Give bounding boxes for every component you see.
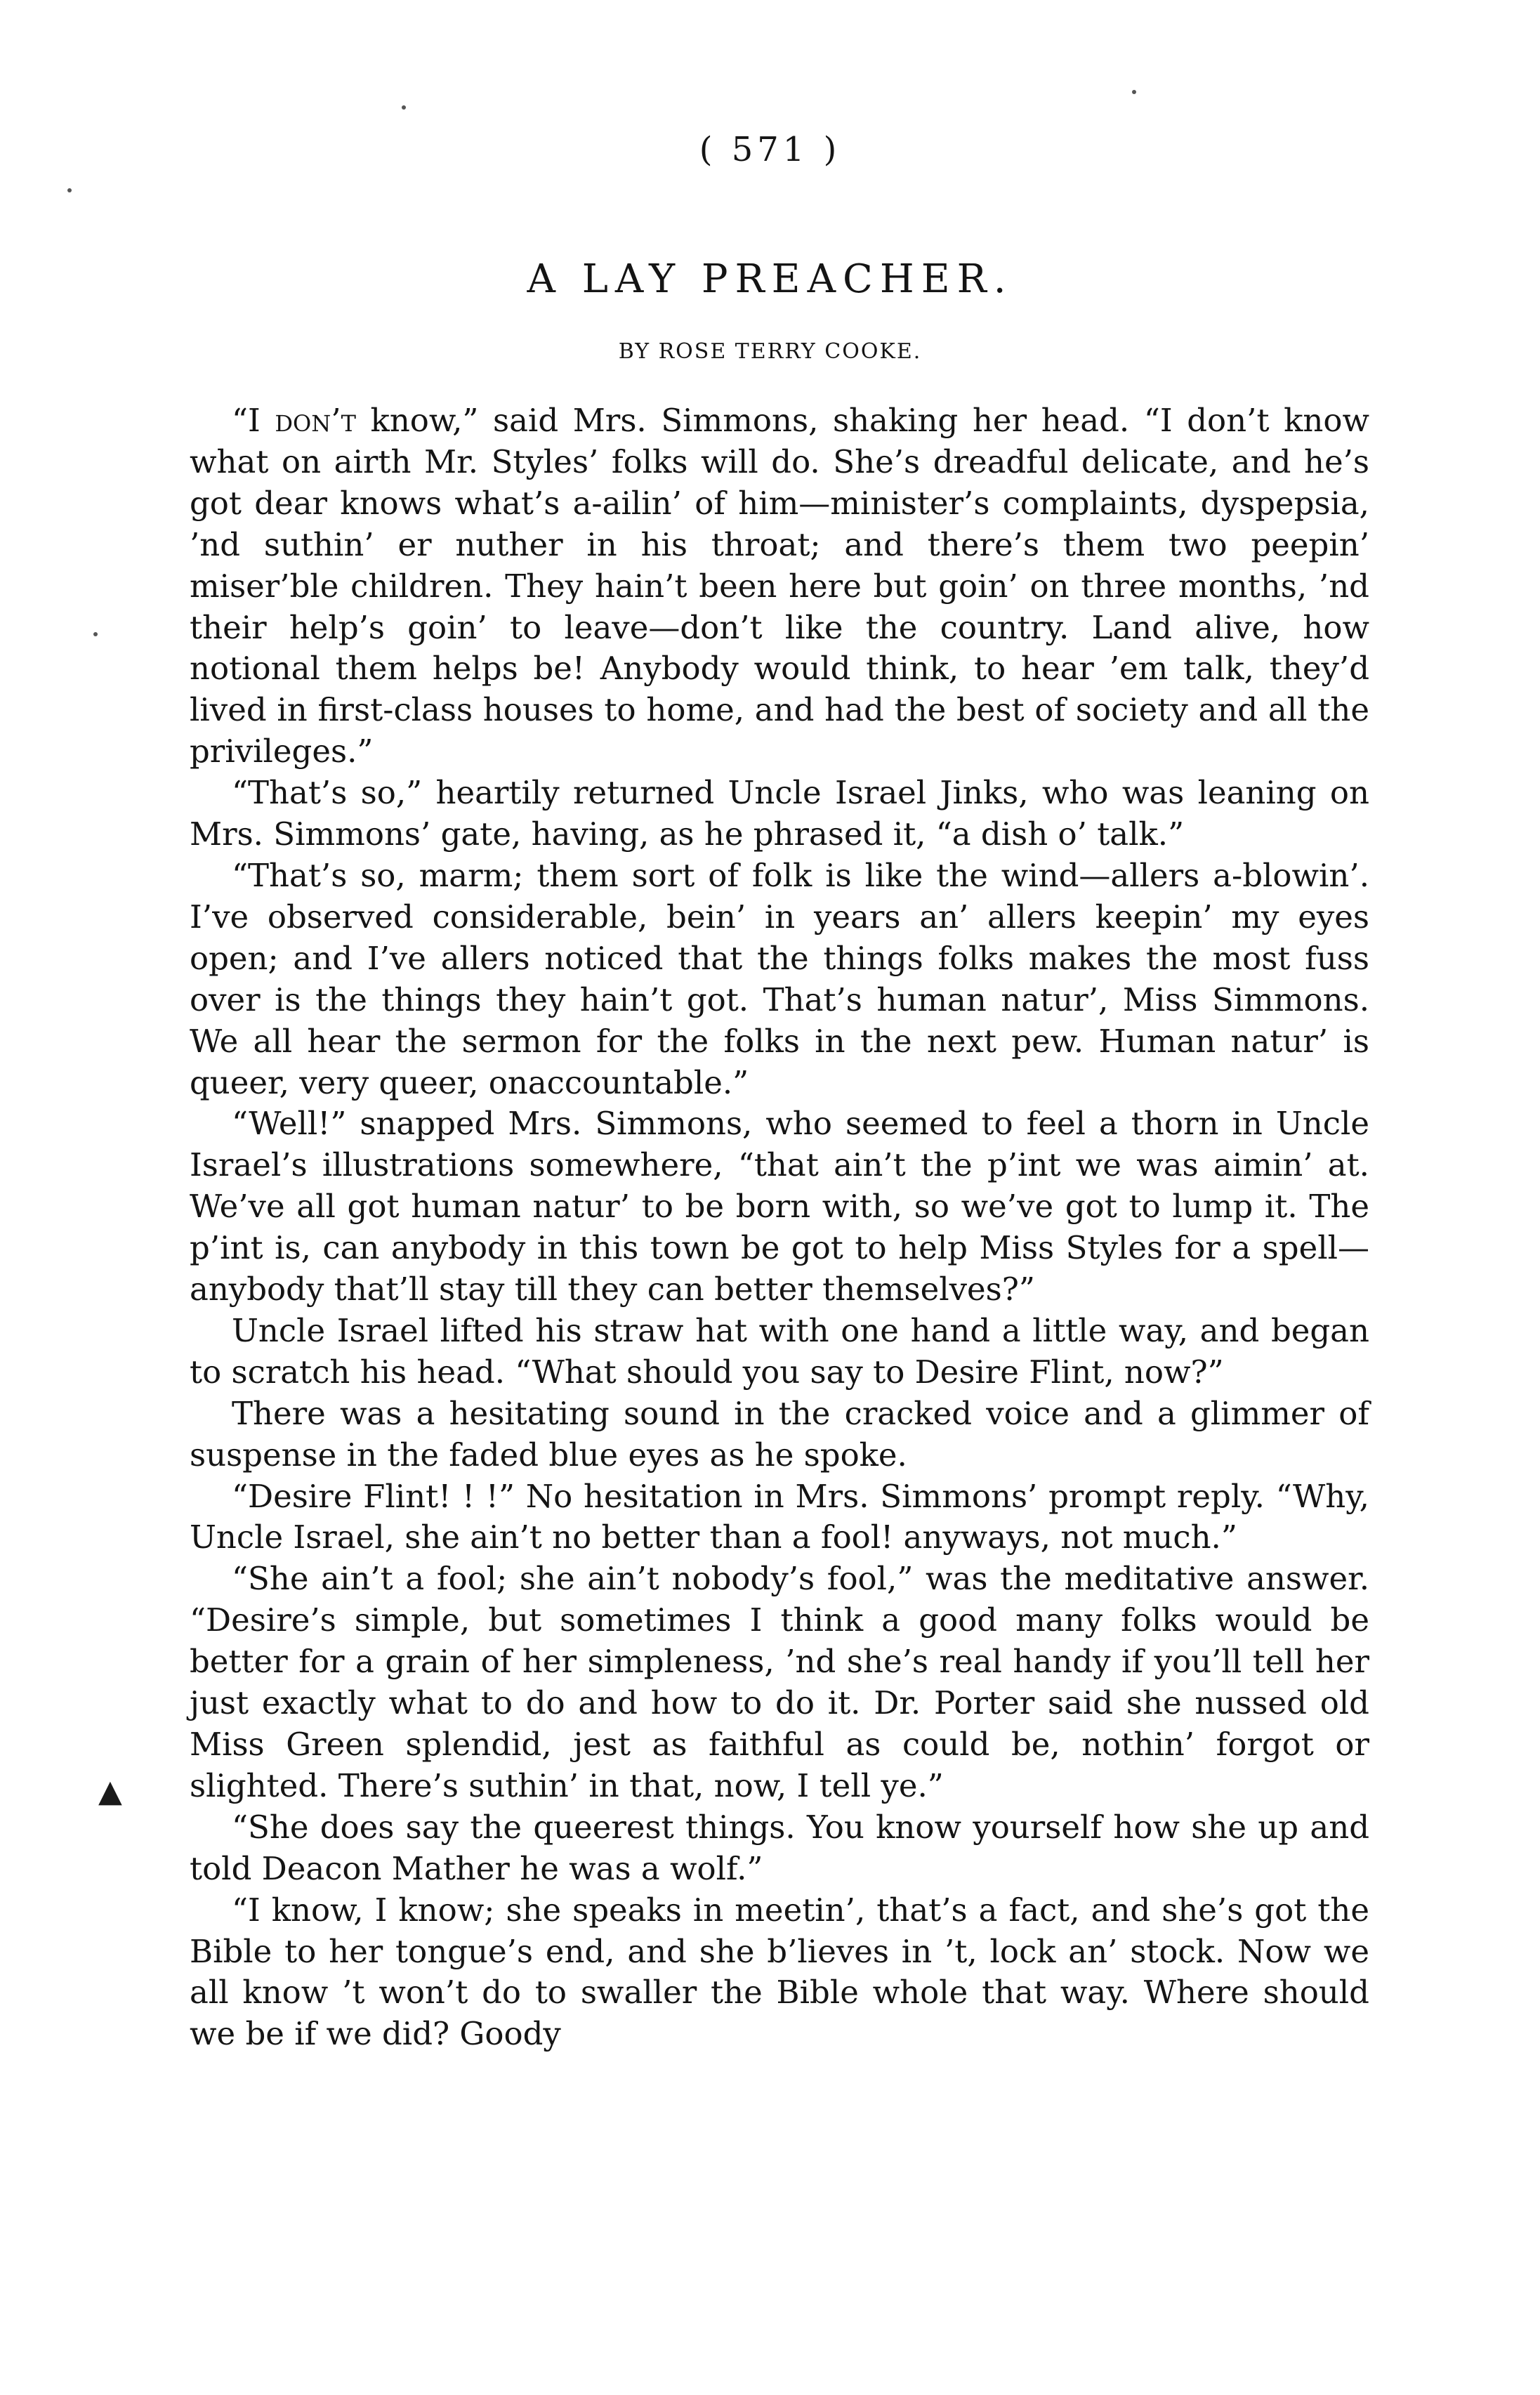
margin-speck-icon (67, 188, 72, 192)
paragraph (190, 773, 1369, 855)
paragraph-text: Uncle Israel lifted his straw hat with one hand a little way, and began to scratch his head. “What should you say to Desire Flint, now?” (190, 1311, 1369, 1391)
paragraph-text: “Well!” snapped Mrs. Simmons, who seemed to feel a thorn in Uncle Israel’s illustrations somewhere, “that ain’t the p’int we was aimin’ at. We’ve all got human natur’ to be born with, so we’ve got to lump it. The p’int is, can anybody in this town be got to help Miss Styles for a spell—anybody that’ll stay till they can better themselves?” (190, 1105, 1369, 1308)
margin-speck-icon (1132, 90, 1136, 94)
article-byline: BY ROSE TERRY COOKE. (618, 339, 922, 364)
margin-arrow-mark-icon: ▲ (98, 1773, 122, 1809)
article-body (190, 400, 1369, 2055)
paragraph (190, 1393, 1369, 1476)
paragraph-lead: “I don’t (232, 402, 356, 439)
paragraph (190, 1103, 1369, 1311)
margin-speck-icon (93, 632, 98, 636)
paragraph-text: “I know, I know; she speaks in meetin’, that’s a fact, and she’s got the Bible to her tongue’s end, and she b’lieves in ’t, lock an’ stock. Now we all know ’t won’t do to swaller the Bible whole that way. Where should we be if we did? Goody (190, 1891, 1369, 2053)
paragraph (190, 1807, 1369, 1890)
paragraph-text: “That’s so, marm; them sort of folk is like the wind—allers a-blowin’. I’ve observed considerable, bein’ in years an’ allers keepin’ my eyes open; and I’ve allers noticed that the things folks makes the most fuss over is the things they hain’t got. That’s human natur’, Miss Simmons. We all hear the sermon for the folks in the next pew. Human natur’ is queer, very queer, onaccountable.” (190, 856, 1369, 1101)
paragraph (190, 855, 1369, 1103)
margin-speck-icon (402, 105, 406, 110)
article-title: A LAY PREACHER. (527, 256, 1013, 302)
paragraph-text: know,” said Mrs. Simmons, shaking her head. “I don’t know what on airth Mr. Styles’ folks will do. She’s dreadful delicate, and he’s got dear knows what’s a-ailin’ of him—minister’s complaints, dyspepsia, ’nd suthin’ er nuther in his throat; and there’s them two peepin’ miser’ble children. They hain’t been here but goin’ on three months, ’nd their help’s goin’ to leave—don’t like the country. Land alive, how notional them helps be! Anybody would think, to hear ’em talk, they’d lived in first-class houses to home, and had the best of society and all the privileges.” (190, 402, 1369, 770)
page-number: ( 571 ) (699, 130, 841, 169)
paragraph (190, 1311, 1369, 1393)
paragraph (190, 1890, 1369, 2056)
paragraph (190, 1559, 1369, 1806)
paragraph (190, 1476, 1369, 1559)
paragraph (190, 400, 1369, 773)
paragraph-text: There was a hesitating sound in the cracked voice and a glimmer of suspense in the faded blue eyes as he spoke. (190, 1394, 1369, 1474)
paragraph-text: “She does say the queerest things. You know yourself how she up and told Deacon Mather he was a wolf.” (190, 1808, 1369, 1887)
paragraph-text: “Desire Flint! ! !” No hesitation in Mrs. Simmons’ prompt reply. “Why, Uncle Israel, she ain’t no better than a fool! anyways, not much.” (190, 1477, 1369, 1556)
paragraph-text: “That’s so,” heartily returned Uncle Israel Jinks, who was leaning on Mrs. Simmons’ gate, having, as he phrased it, “a dish o’ talk.” (190, 774, 1369, 853)
paragraph-text: “She ain’t a fool; she ain’t nobody’s fool,” was the meditative answer. “Desire’s simple, but sometimes I think a good many folks would be better for a grain of her simpleness, ’nd she’s real handy if you’ll tell her just exactly what to do and how to do it. Dr. Porter said she nussed old Miss Green splendid, jest as faithful as could be, nothin’ forgot or slighted. There’s suthin’ in that, now, I tell ye.” (190, 1560, 1369, 1804)
